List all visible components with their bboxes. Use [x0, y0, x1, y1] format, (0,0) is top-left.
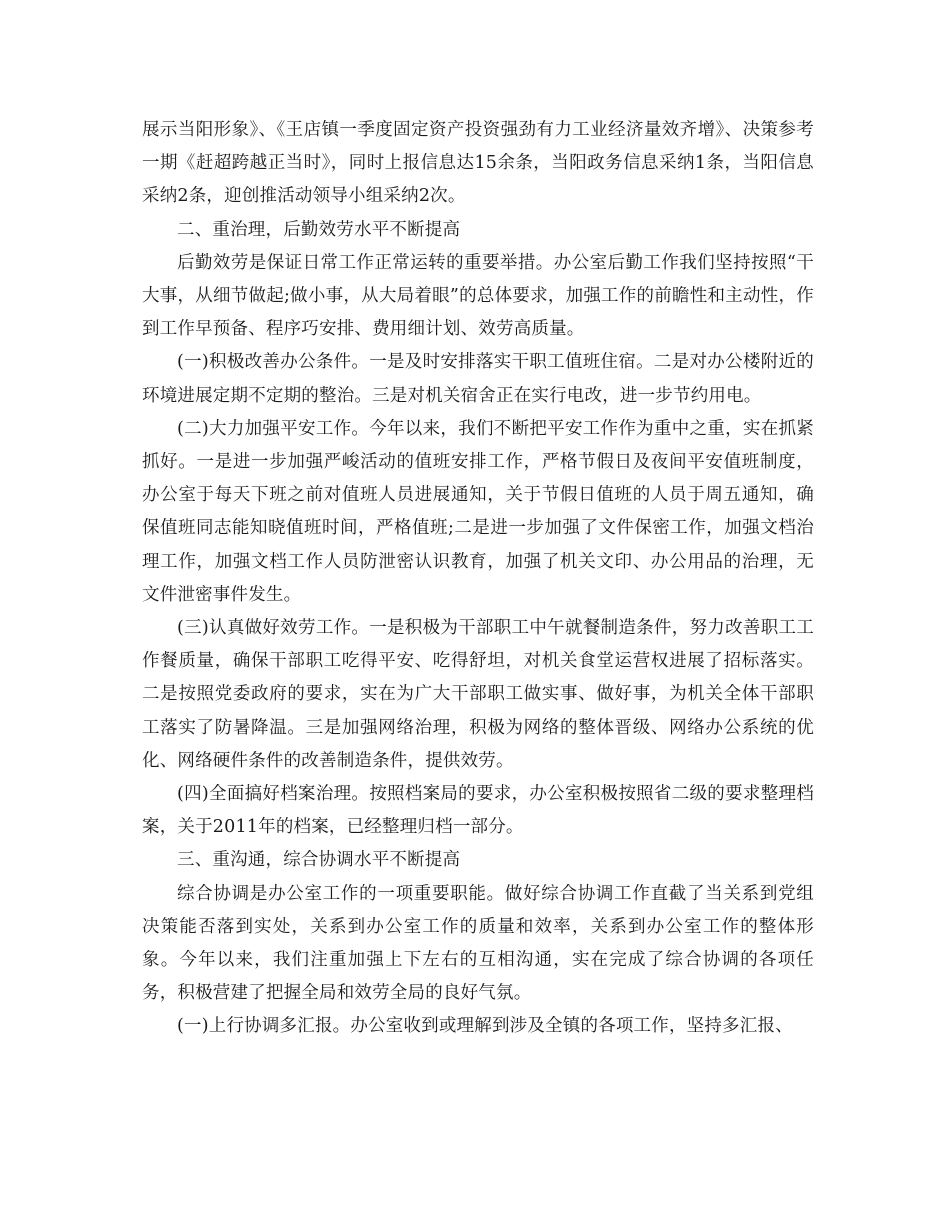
- paragraph-service-work: (三)认真做好效劳工作。一是积极为干部职工中午就餐制造条件，努力改善职工工作餐质量，确保干部职工吃得平安、吃得舒坦，对机关食堂运营权进展了招标落实。二是按照党委政府的要求，实在为广大干部职工做实事、做好事，为机关全体干部职工落实了防暑降温。三是加强网络治理，积极为网络的整体晋级、网络办公系统的优化、网络硬件条件的改善制造条件，提供效劳。: [142, 618, 814, 771]
- section-heading-coordination: 三、重沟通，综合协调水平不断提高: [177, 850, 461, 871]
- paragraph-archive-management: (四)全面搞好档案治理。按照档案局的要求，办公室积极按照省二级的要求整理档案，关于2011年的档案，已经整理归档一部分。: [142, 784, 814, 838]
- paragraph-office-conditions: (一)积极改善办公条件。一是及时安排落实干职工值班住宿。二是对办公楼附近的环境进展定期不定期的整治。三是对机关宿舍正在实行电改，进一步节约用电。: [142, 352, 814, 406]
- paragraph-intro-continuation: 展示当阳形象》、《王店镇一季度固定资产投资强劲有力工业经济量效齐增》、决策参考一期《赶超跨越正当时》，同时上报信息达15余条，当阳政务信息采纳1条，当阳信息采纳2条，迎创推活动领导小组采纳2次。: [142, 120, 814, 207]
- section-heading-logistics: 二、重治理，后勤效劳水平不断提高: [177, 219, 461, 240]
- paragraph-safety-work: (二)大力加强平安工作。今年以来，我们不断把平安工作作为重中之重，实在抓紧抓好。一是进一步加强严峻活动的值班安排工作，严格节假日及夜间平安值班制度，办公室于每天下班之前对值班人员进展通知，关于节假日值班的人员于周五通知，确保值班同志能知晓值班时间，严格值班;二是进一步加强了文件保密工作，加强文档治理工作，加强文档工作人员防泄密认识教育，加强了机关文印、办公用品的治理，无文件泄密事件发生。: [142, 418, 814, 605]
- paragraph-coordination-overview: 综合协调是办公室工作的一项重要职能。做好综合协调工作直截了当关系到党组决策能否落到实处，关系到办公室工作的质量和效率，关系到办公室工作的整体形象。今年以来，我们注重加强上下左右的互相沟通，实在完成了综合协调的各项任务，积极营建了把握全局和效劳全局的良好气氛。: [142, 883, 814, 1004]
- document-page: [142, 114, 814, 1044]
- paragraph-upward-coordination: (一)上行协调多汇报。办公室收到或理解到涉及全镇的各项工作，坚持多汇报、: [177, 1016, 793, 1037]
- paragraph-logistics-overview: 后勤效劳是保证日常工作正常运转的重要举措。办公室后勤工作我们坚持按照“干大事，从细节做起;做小事，从大局着眼”的总体要求，加强工作的前瞻性和主动性，作到工作早预备、程序巧安排、费用细计划、效劳高质量。: [142, 252, 814, 340]
